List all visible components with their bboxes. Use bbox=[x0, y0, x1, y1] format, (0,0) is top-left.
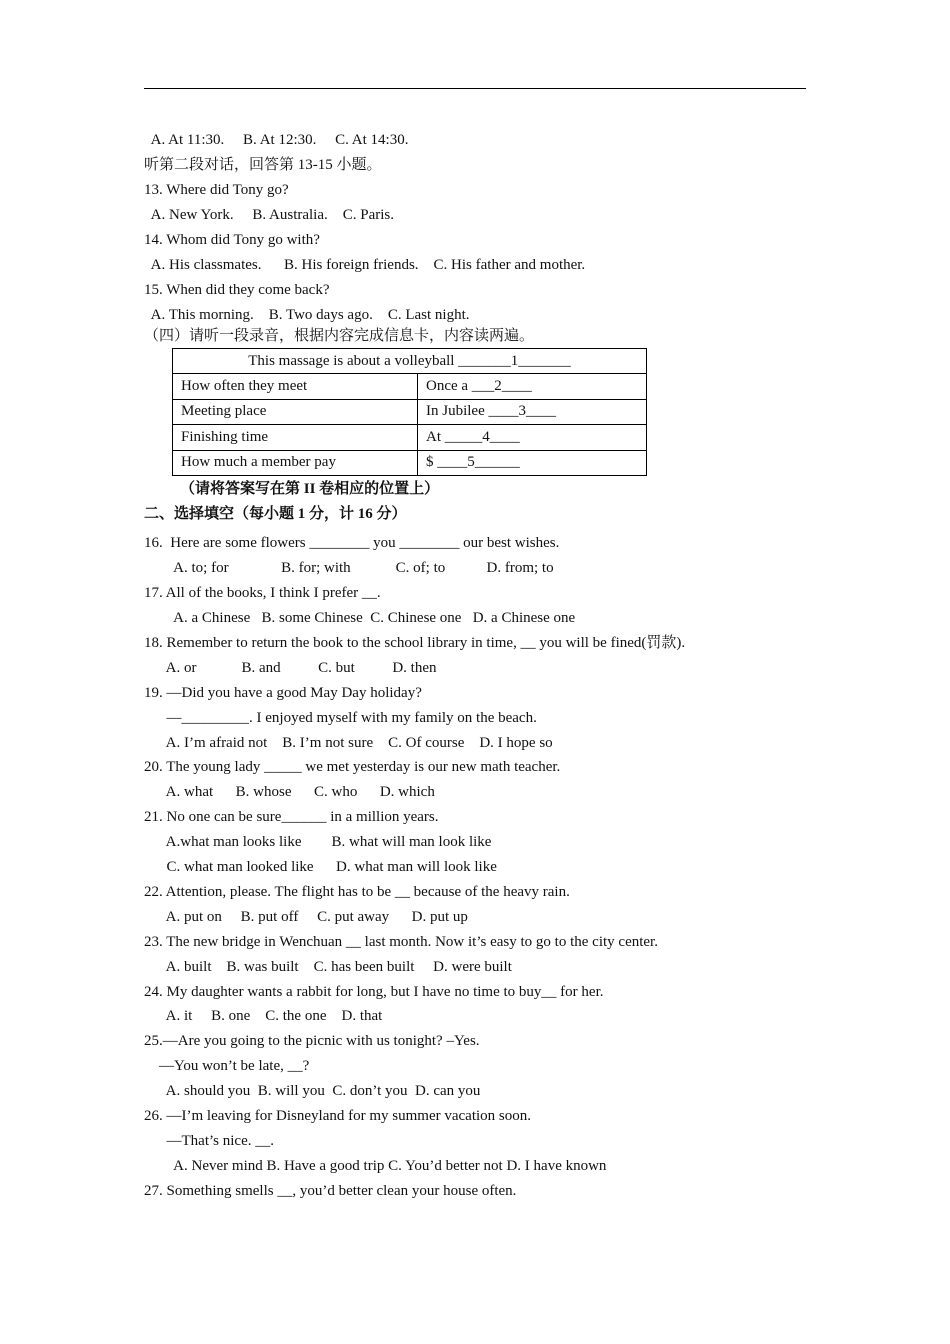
info-card-label: How often they meet bbox=[173, 374, 418, 399]
q14-stem: 14. Whom did Tony go with? bbox=[144, 232, 320, 248]
q26-options: A. Never mind B. Have a good trip C. You’d better not D. I have known bbox=[144, 1158, 607, 1174]
q23-options: A. built B. was built C. has been built D. were built bbox=[144, 959, 512, 975]
info-card-row bbox=[173, 399, 647, 424]
q22-stem: 22. Attention, please. The flight has to be __ because of the heavy rain. bbox=[144, 884, 570, 900]
q22-options: A. put on B. put off C. put away D. put up bbox=[144, 909, 468, 925]
info-card-value: At _____4____ bbox=[418, 425, 647, 450]
info-card-value: Once a ___2____ bbox=[418, 374, 647, 399]
q23-stem: 23. The new bridge in Wenchuan __ last month. Now it’s easy to go to the city center. bbox=[144, 934, 658, 950]
info-card-label: Meeting place bbox=[173, 399, 418, 424]
q19-stem: 19. —Did you have a good May Day holiday? bbox=[144, 685, 422, 701]
q13-options: A. New York. B. Australia. C. Paris. bbox=[144, 207, 395, 223]
q24-stem: 24. My daughter wants a rabbit for long, but I have no time to buy__ for her. bbox=[144, 984, 604, 1000]
q13-stem: 13. Where did Tony go? bbox=[144, 182, 289, 198]
info-card-value: In Jubilee ____3____ bbox=[418, 399, 647, 424]
q17-stem: 17. All of the books, I think I prefer __. bbox=[144, 585, 381, 601]
q24-options: A. it B. one C. the one D. that bbox=[144, 1008, 383, 1024]
q12-options: A. At 11:30. B. At 12:30. C. At 14:30. bbox=[144, 132, 409, 148]
info-card-label: How much a member pay bbox=[173, 450, 418, 475]
q17-options: A. a Chinese B. some Chinese C. Chinese one D. a Chinese one bbox=[144, 610, 576, 626]
q16-stem: 16. Here are some flowers ________ you ________ our best wishes. bbox=[144, 535, 560, 551]
q25-options: A. should you B. will you C. don’t you D. can you bbox=[144, 1083, 481, 1099]
info-card-header: This massage is about a volleyball _______1_______ bbox=[173, 349, 647, 374]
info-card-row bbox=[173, 450, 647, 475]
section4-instruction: （四）请听一段录音，根据内容完成信息卡，内容读两遍。 bbox=[144, 328, 535, 344]
q20-stem: 20. The young lady _____ we met yesterday is our new math teacher. bbox=[144, 759, 561, 775]
q16-options: A. to; for B. for; with C. of; to D. from; to bbox=[144, 560, 554, 576]
q25-response: —You won’t be late, __? bbox=[144, 1058, 310, 1074]
q21-options-ab: A.what man looks like B. what will man look like bbox=[144, 834, 492, 850]
q25-stem: 25.—Are you going to the picnic with us tonight? –Yes. bbox=[144, 1033, 480, 1049]
section2-heading: 二、选择填空（每小题 1 分，计 16 分） bbox=[144, 506, 407, 522]
info-card-table bbox=[172, 348, 647, 476]
dialogue2-instruction: 听第二段对话，回答第 13-15 小题。 bbox=[144, 157, 382, 173]
q18-options: A. or B. and C. but D. then bbox=[144, 660, 437, 676]
info-card-header-row bbox=[173, 349, 647, 374]
q21-options-cd: C. what man looked like D. what man will look like bbox=[144, 859, 497, 875]
answer-sheet-note: （请将答案写在第 II 卷相应的位置上） bbox=[180, 481, 440, 497]
q26-response: —That’s nice. __. bbox=[144, 1133, 274, 1149]
q15-options: A. This morning. B. Two days ago. C. Last night. bbox=[144, 307, 470, 323]
info-card-value: $ ____5______ bbox=[418, 450, 647, 475]
q19-options: A. I’m afraid not B. I’m not sure C. Of course D. I hope so bbox=[144, 735, 553, 751]
q18-stem: 18. Remember to return the book to the school library in time, __ you will be fined(罚款). bbox=[144, 635, 686, 651]
q14-options: A. His classmates. B. His foreign friends. C. His father and mother. bbox=[144, 257, 586, 273]
info-card-label: Finishing time bbox=[173, 425, 418, 450]
q26-stem: 26. —I’m leaving for Disneyland for my summer vacation soon. bbox=[144, 1108, 531, 1124]
q19-response: —_________. I enjoyed myself with my family on the beach. bbox=[144, 710, 537, 726]
q20-options: A. what B. whose C. who D. which bbox=[144, 784, 435, 800]
info-card-row bbox=[173, 374, 647, 399]
q21-stem: 21. No one can be sure______ in a million years. bbox=[144, 809, 439, 825]
q27-stem: 27. Something smells __, you’d better clean your house often. bbox=[144, 1183, 517, 1199]
header-rule bbox=[144, 88, 806, 89]
q15-stem: 15. When did they come back? bbox=[144, 282, 330, 298]
info-card-row bbox=[173, 425, 647, 450]
